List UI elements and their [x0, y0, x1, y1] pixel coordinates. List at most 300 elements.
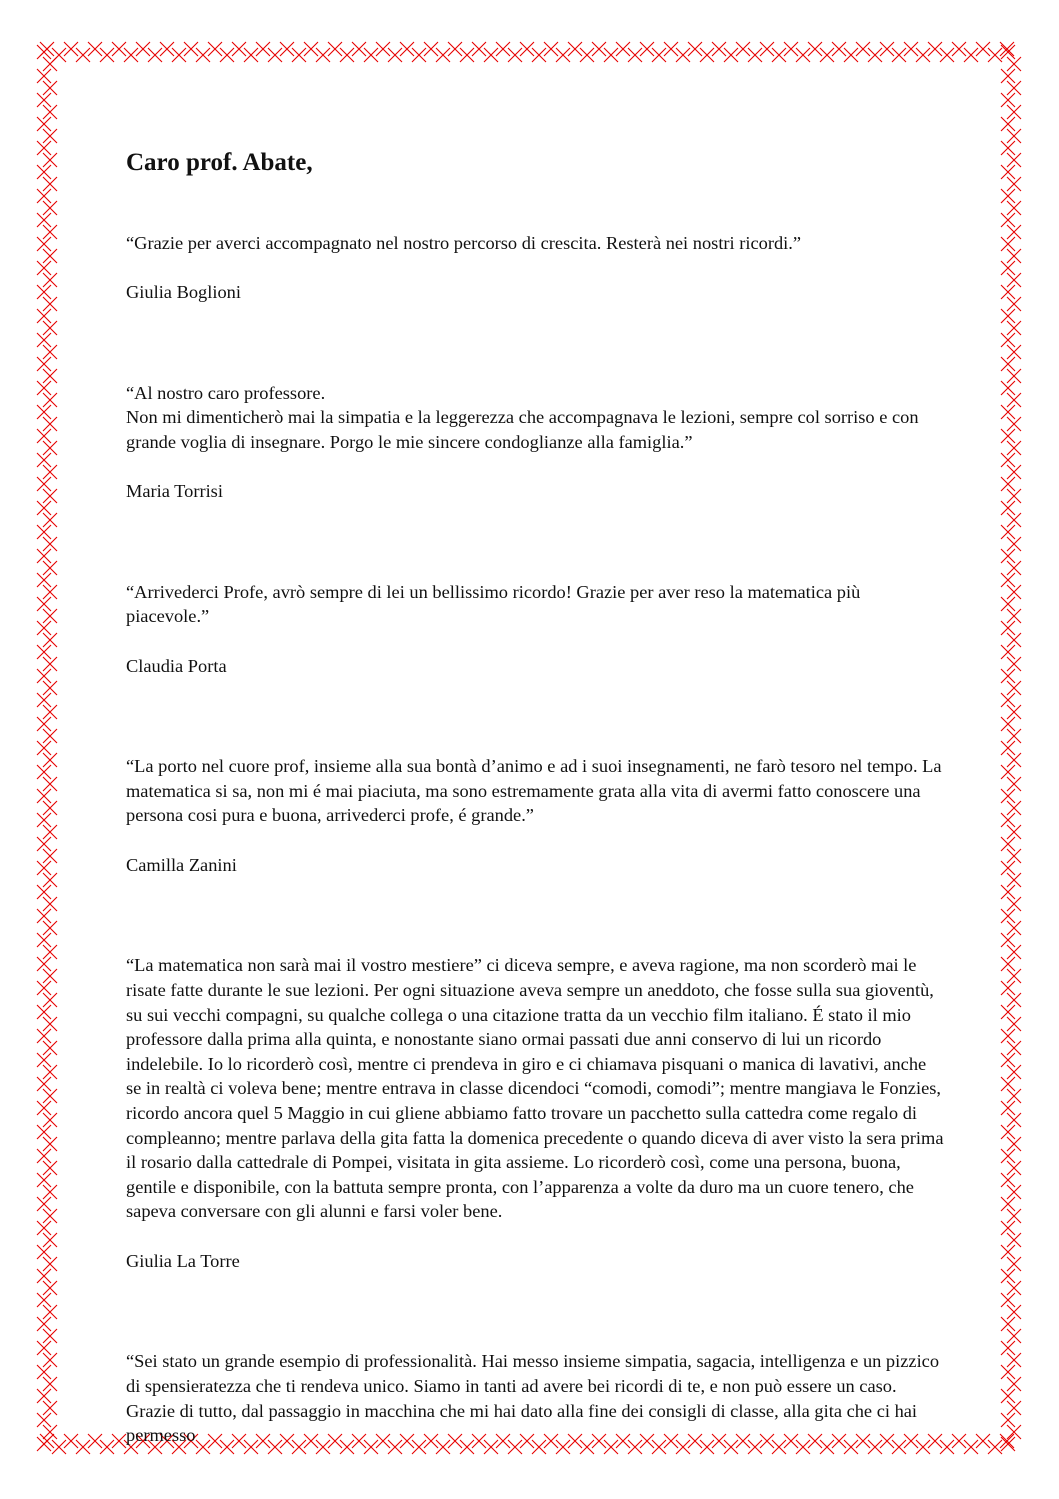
border-cross-stitch [43, 81, 57, 95]
border-cross-stitch [1007, 369, 1021, 383]
border-cross-stitch [43, 609, 57, 623]
border-cross-stitch [652, 48, 666, 62]
border-cross-stitch [1007, 561, 1021, 575]
border-cross-stitch [1001, 693, 1015, 707]
border-cross-stitch [76, 48, 90, 62]
border-cross-stitch [280, 42, 294, 56]
border-cross-stitch [1007, 753, 1021, 767]
border-cross-stitch [400, 42, 414, 56]
border-cross-stitch [1001, 1437, 1015, 1451]
border-cross-stitch [37, 189, 51, 203]
border-cross-stitch [1001, 621, 1015, 635]
border-cross-stitch [1007, 1113, 1021, 1127]
message-entry [126, 356, 946, 528]
border-cross-stitch [1001, 1245, 1015, 1259]
border-cross-stitch [37, 741, 51, 755]
border-cross-stitch [37, 213, 51, 227]
border-cross-stitch [604, 48, 618, 62]
border-cross-stitch [1007, 1353, 1021, 1367]
border-cross-stitch [1007, 1377, 1021, 1391]
border-cross-stitch [1007, 1425, 1021, 1439]
border-cross-stitch [1007, 1257, 1021, 1271]
border-cross-stitch [388, 48, 402, 62]
border-cross-stitch [196, 48, 210, 62]
message-entry [126, 929, 946, 1298]
border-cross-stitch [1001, 789, 1015, 803]
border-cross-stitch [1001, 45, 1015, 59]
border-cross-stitch [37, 933, 51, 947]
border-cross-stitch [1001, 1365, 1015, 1379]
border-cross-stitch [37, 1221, 51, 1235]
border-cross-stitch [1000, 1434, 1014, 1448]
border-cross-stitch [1007, 105, 1021, 119]
border-cross-stitch [37, 333, 51, 347]
border-cross-stitch [37, 813, 51, 827]
border-cross-stitch [1007, 993, 1021, 1007]
border-cross-stitch [1001, 741, 1015, 755]
border-cross-stitch [664, 42, 678, 56]
border-cross-stitch [43, 537, 57, 551]
border-cross-stitch [952, 42, 966, 56]
border-cross-stitch [232, 42, 246, 56]
border-cross-stitch [1007, 1161, 1021, 1175]
border-cross-stitch [64, 1434, 78, 1448]
border-cross-stitch [1007, 777, 1021, 791]
border-cross-stitch [43, 849, 57, 863]
border-cross-stitch [100, 1440, 114, 1454]
border-cross-stitch [436, 48, 450, 62]
border-cross-stitch [1007, 945, 1021, 959]
border-cross-stitch [700, 48, 714, 62]
border-cross-stitch [37, 861, 51, 875]
border-cross-stitch [43, 633, 57, 647]
border-cross-stitch [1007, 609, 1021, 623]
border-cross-stitch [43, 1401, 57, 1415]
border-cross-stitch [1000, 42, 1014, 56]
border-cross-stitch [124, 48, 138, 62]
message-author: Claudia Porta [126, 655, 227, 676]
border-cross-stitch [37, 1149, 51, 1163]
border-cross-stitch [532, 48, 546, 62]
border-cross-stitch [1001, 909, 1015, 923]
border-cross-stitch [1007, 1185, 1021, 1199]
border-cross-stitch [616, 42, 630, 56]
border-cross-stitch [43, 369, 57, 383]
border-cross-stitch [37, 597, 51, 611]
border-cross-stitch [37, 381, 51, 395]
border-cross-stitch [1001, 429, 1015, 443]
border-cross-stitch [37, 357, 51, 371]
border-cross-stitch [1007, 57, 1021, 71]
border-cross-stitch [1001, 357, 1015, 371]
border-cross-stitch [1001, 1269, 1015, 1283]
border-cross-stitch [1007, 1137, 1021, 1151]
border-cross-stitch [172, 48, 186, 62]
border-cross-stitch [628, 48, 642, 62]
border-cross-stitch [43, 1017, 57, 1031]
border-cross-stitch [1001, 1005, 1015, 1019]
border-cross-stitch [1001, 381, 1015, 395]
message-author: Camilla Zanini [126, 854, 237, 875]
border-cross-stitch [1001, 549, 1015, 563]
border-cross-stitch [43, 657, 57, 671]
border-cross-stitch [1007, 177, 1021, 191]
border-cross-stitch [37, 1077, 51, 1091]
border-cross-stitch [1001, 981, 1015, 995]
border-cross-stitch [43, 1113, 57, 1127]
border-cross-stitch [1007, 1401, 1021, 1415]
border-cross-stitch [43, 897, 57, 911]
border-cross-stitch [1001, 477, 1015, 491]
border-cross-stitch [772, 48, 786, 62]
border-cross-stitch [64, 42, 78, 56]
border-cross-stitch [1007, 489, 1021, 503]
border-cross-stitch [37, 1293, 51, 1307]
border-cross-stitch [37, 141, 51, 155]
border-cross-stitch [43, 1329, 57, 1343]
border-cross-stitch [244, 48, 258, 62]
border-cross-stitch [37, 909, 51, 923]
border-cross-stitch [904, 42, 918, 56]
border-cross-stitch [1001, 237, 1015, 251]
border-cross-stitch [1007, 201, 1021, 215]
border-cross-stitch [1001, 1101, 1015, 1115]
border-cross-stitch [37, 1269, 51, 1283]
border-cross-stitch [1007, 1089, 1021, 1103]
border-cross-stitch [544, 42, 558, 56]
border-cross-stitch [928, 42, 942, 56]
border-cross-stitch [43, 1089, 57, 1103]
border-cross-stitch [43, 345, 57, 359]
border-cross-stitch [892, 48, 906, 62]
border-cross-stitch [1001, 597, 1015, 611]
border-cross-stitch [448, 42, 462, 56]
border-cross-stitch [1001, 861, 1015, 875]
border-cross-stitch [1001, 69, 1015, 83]
border-cross-stitch [352, 42, 366, 56]
border-cross-stitch [952, 1434, 966, 1448]
border-cross-stitch [568, 42, 582, 56]
border-cross-stitch [43, 945, 57, 959]
border-cross-stitch [112, 1434, 126, 1448]
border-cross-stitch [37, 165, 51, 179]
border-cross-stitch [1007, 153, 1021, 167]
border-cross-stitch [988, 1440, 1002, 1454]
border-cross-stitch [43, 513, 57, 527]
border-cross-stitch [37, 645, 51, 659]
border-cross-stitch [43, 417, 57, 431]
border-cross-stitch [1007, 849, 1021, 863]
border-cross-stitch [37, 1029, 51, 1043]
border-cross-stitch [1001, 213, 1015, 227]
border-cross-stitch [37, 69, 51, 83]
border-cross-stitch [43, 321, 57, 335]
border-cross-stitch [976, 1434, 990, 1448]
border-cross-stitch [37, 621, 51, 635]
border-cross-stitch [1001, 885, 1015, 899]
border-cross-stitch [52, 1440, 66, 1454]
border-cross-stitch [376, 42, 390, 56]
border-cross-stitch [43, 225, 57, 239]
border-cross-stitch [37, 957, 51, 971]
border-cross-stitch [76, 1440, 90, 1454]
border-cross-stitch [508, 48, 522, 62]
border-cross-stitch [1001, 261, 1015, 275]
border-cross-stitch [1001, 525, 1015, 539]
border-cross-stitch [37, 1005, 51, 1019]
border-cross-stitch [460, 48, 474, 62]
border-cross-stitch [43, 1377, 57, 1391]
message-entry [126, 206, 946, 329]
border-cross-stitch [1001, 453, 1015, 467]
border-cross-stitch [43, 489, 57, 503]
border-cross-stitch [796, 48, 810, 62]
border-cross-stitch [37, 717, 51, 731]
message-text: “Arrivederci Profe, avrò sempre di lei un bellissimo ricordo! Grazie per aver reso la matematica più piacevole.” [126, 581, 861, 627]
message-entry [126, 1325, 946, 1473]
message-author: Giulia Boglioni [126, 281, 241, 302]
border-cross-stitch [43, 969, 57, 983]
border-cross-stitch [472, 42, 486, 56]
border-cross-stitch [43, 1209, 57, 1223]
border-cross-stitch [1001, 333, 1015, 347]
border-cross-stitch [1007, 801, 1021, 815]
border-cross-stitch [748, 48, 762, 62]
border-cross-stitch [43, 681, 57, 695]
border-cross-stitch [43, 465, 57, 479]
border-cross-stitch [43, 585, 57, 599]
border-cross-stitch [37, 573, 51, 587]
border-cross-stitch [43, 441, 57, 455]
border-cross-stitch [1007, 1065, 1021, 1079]
border-cross-stitch [1001, 837, 1015, 851]
border-cross-stitch [220, 48, 234, 62]
border-cross-stitch [1001, 1221, 1015, 1235]
border-cross-stitch [43, 1065, 57, 1079]
border-cross-stitch [1001, 1389, 1015, 1403]
border-cross-stitch [1007, 393, 1021, 407]
border-cross-stitch [37, 765, 51, 779]
border-cross-stitch [1007, 921, 1021, 935]
border-cross-stitch [1007, 1305, 1021, 1319]
border-cross-stitch [1001, 765, 1015, 779]
border-cross-stitch [37, 237, 51, 251]
border-cross-stitch [1001, 813, 1015, 827]
border-cross-stitch [43, 129, 57, 143]
border-cross-stitch [1001, 717, 1015, 731]
border-cross-stitch [37, 1413, 51, 1427]
border-cross-stitch [43, 177, 57, 191]
border-cross-stitch [37, 669, 51, 683]
border-cross-stitch [1007, 1209, 1021, 1223]
border-cross-stitch [1007, 825, 1021, 839]
border-cross-stitch [37, 1245, 51, 1259]
border-cross-stitch [37, 1053, 51, 1067]
border-cross-stitch [37, 117, 51, 131]
border-cross-stitch [37, 405, 51, 419]
border-cross-stitch [43, 561, 57, 575]
border-cross-stitch [364, 48, 378, 62]
border-cross-stitch [340, 48, 354, 62]
border-cross-stitch [328, 42, 342, 56]
border-cross-stitch [316, 48, 330, 62]
border-cross-stitch [43, 729, 57, 743]
border-cross-stitch [37, 261, 51, 275]
border-cross-stitch [43, 201, 57, 215]
border-cross-stitch [1007, 873, 1021, 887]
border-cross-stitch [1001, 165, 1015, 179]
border-cross-stitch [43, 57, 57, 71]
border-cross-stitch [880, 42, 894, 56]
border-cross-stitch [37, 1389, 51, 1403]
border-cross-stitch [1007, 321, 1021, 335]
message-author: Maria Torrisi [126, 480, 223, 501]
border-cross-stitch [1007, 513, 1021, 527]
border-cross-stitch [1007, 633, 1021, 647]
border-cross-stitch [868, 48, 882, 62]
border-cross-stitch [976, 42, 990, 56]
border-cross-stitch [43, 1137, 57, 1151]
border-cross-stitch [1007, 465, 1021, 479]
message-entry [126, 555, 946, 703]
border-cross-stitch [724, 48, 738, 62]
border-cross-stitch [43, 801, 57, 815]
border-cross-stitch [160, 42, 174, 56]
border-cross-stitch [43, 153, 57, 167]
message-text: “Al nostro caro professore. Non mi dimenticherò mai la simpatia e la leggerezza che accompagnava le lezioni, sempre col sorriso e con grande voglia di insegnare. Porgo le mie sincere condoglianze alla famiglia.” [126, 382, 919, 452]
border-cross-stitch [1001, 405, 1015, 419]
border-cross-stitch [292, 48, 306, 62]
letter-title: Caro prof. Abate, [126, 149, 313, 176]
border-cross-stitch [43, 1233, 57, 1247]
border-cross-stitch [1001, 669, 1015, 683]
border-cross-stitch [1007, 657, 1021, 671]
message-text: “Grazie per averci accompagnato nel nostro percorso di crescita. Resterà nei nostri ricordi.” [126, 232, 802, 253]
border-cross-stitch [1007, 705, 1021, 719]
border-cross-stitch [496, 42, 510, 56]
border-cross-stitch [1001, 1053, 1015, 1067]
border-cross-stitch [424, 42, 438, 56]
border-cross-stitch [37, 549, 51, 563]
border-cross-stitch [43, 1161, 57, 1175]
border-cross-stitch [520, 42, 534, 56]
message-text: “La matematica non sarà mai il vostro mestiere” ci diceva sempre, e aveva ragione, ma non scorderò mai le risate fatte durante le sue lezioni. Per ogni situazione aveva sempre un aneddoto, che fosse sulla sua gioventù, su sui vecchi compagni, su qualche collega o una citazione tratta da un vecchio film italiano. É stato il mio professore dalla prima alla quinta, e nonostante siano ormai passati due anni conservo di lui un ricordo indelebile. Io lo ricorderò così, mentre ci prendeva in giro e ci chiamava pisquani o manica di lavativi, anche se in realtà ci voleva bene; mentre entrava in classe dicendoci “comodi, comodi”; mentre mangiava le Fonzies, ricordo ancora quel 5 Maggio in cui gliene abbiamo fatto trovare un pacchetto sulla cattedra come regalo di compleanno; mentre parlava della gita fatta la domenica precedente o quando diceva di aver visto la sera prima il rosario dalla cattedrale di Pompei, visitata in gita assieme. Lo ricorderò così, come una persona, buona, gentile e disponibile, con la battuta sempre pronta, con l’apparenza a volte da duro ma un cuore tenero, che sapeva conversare con gli alunni e farsi voler bene. [126, 955, 944, 1222]
border-cross-stitch [1001, 1293, 1015, 1307]
border-cross-stitch [784, 42, 798, 56]
border-cross-stitch [1001, 1197, 1015, 1211]
border-cross-stitch [832, 42, 846, 56]
border-cross-stitch [43, 1257, 57, 1271]
letter-body [126, 148, 946, 1499]
border-cross-stitch [37, 885, 51, 899]
border-cross-stitch [1001, 1125, 1015, 1139]
border-cross-stitch [43, 777, 57, 791]
border-cross-stitch [43, 1425, 57, 1439]
border-cross-stitch [916, 48, 930, 62]
border-cross-stitch [43, 297, 57, 311]
border-cross-stitch [1007, 225, 1021, 239]
border-cross-stitch [1001, 309, 1015, 323]
border-cross-stitch [1007, 1233, 1021, 1247]
border-cross-stitch [256, 42, 270, 56]
border-cross-stitch [43, 825, 57, 839]
border-cross-stitch [37, 693, 51, 707]
border-cross-stitch [1007, 1041, 1021, 1055]
border-cross-stitch [100, 48, 114, 62]
border-cross-stitch [676, 48, 690, 62]
border-cross-stitch [1001, 1341, 1015, 1355]
border-cross-stitch [1007, 345, 1021, 359]
border-cross-stitch [136, 42, 150, 56]
border-cross-stitch [1001, 645, 1015, 659]
border-cross-stitch [1007, 585, 1021, 599]
border-cross-stitch [1001, 501, 1015, 515]
border-cross-stitch [37, 285, 51, 299]
border-cross-stitch [43, 873, 57, 887]
border-cross-stitch [1007, 1329, 1021, 1343]
border-cross-stitch [43, 393, 57, 407]
border-cross-stitch [43, 753, 57, 767]
border-cross-stitch [43, 273, 57, 287]
border-cross-stitch [1001, 1317, 1015, 1331]
border-cross-stitch [37, 789, 51, 803]
border-cross-stitch [1007, 969, 1021, 983]
border-cross-stitch [1007, 249, 1021, 263]
border-cross-stitch [808, 42, 822, 56]
border-cross-stitch [43, 1305, 57, 1319]
border-cross-stitch [43, 249, 57, 263]
message-entry [126, 730, 946, 902]
border-cross-stitch [1007, 537, 1021, 551]
border-cross-stitch [556, 48, 570, 62]
border-cross-stitch [1007, 273, 1021, 287]
border-cross-stitch [1001, 1413, 1015, 1427]
border-cross-stitch [1007, 1017, 1021, 1031]
border-cross-stitch [37, 1101, 51, 1115]
border-cross-stitch [964, 48, 978, 62]
border-cross-stitch [88, 42, 102, 56]
border-cross-stitch [1001, 957, 1015, 971]
border-cross-stitch [1001, 1029, 1015, 1043]
border-cross-stitch [37, 1341, 51, 1355]
border-cross-stitch [43, 993, 57, 1007]
border-cross-stitch [1007, 897, 1021, 911]
border-cross-stitch [37, 981, 51, 995]
border-cross-stitch [592, 42, 606, 56]
border-cross-stitch [43, 1185, 57, 1199]
border-cross-stitch [412, 48, 426, 62]
border-cross-stitch [1001, 93, 1015, 107]
border-cross-stitch [43, 1353, 57, 1367]
border-cross-stitch [1001, 1149, 1015, 1163]
border-cross-stitch [1007, 1281, 1021, 1295]
border-cross-stitch [760, 42, 774, 56]
border-cross-stitch [1001, 285, 1015, 299]
border-cross-stitch [988, 48, 1002, 62]
border-cross-stitch [1001, 1173, 1015, 1187]
border-cross-stitch [37, 837, 51, 851]
border-cross-stitch [1001, 117, 1015, 131]
border-cross-stitch [37, 1317, 51, 1331]
border-cross-stitch [1001, 573, 1015, 587]
border-cross-stitch [37, 525, 51, 539]
border-cross-stitch [820, 48, 834, 62]
border-cross-stitch [37, 93, 51, 107]
message-author: Giulia La Torre [126, 1250, 240, 1271]
border-cross-stitch [1007, 297, 1021, 311]
border-cross-stitch [43, 1041, 57, 1055]
border-cross-stitch [37, 453, 51, 467]
